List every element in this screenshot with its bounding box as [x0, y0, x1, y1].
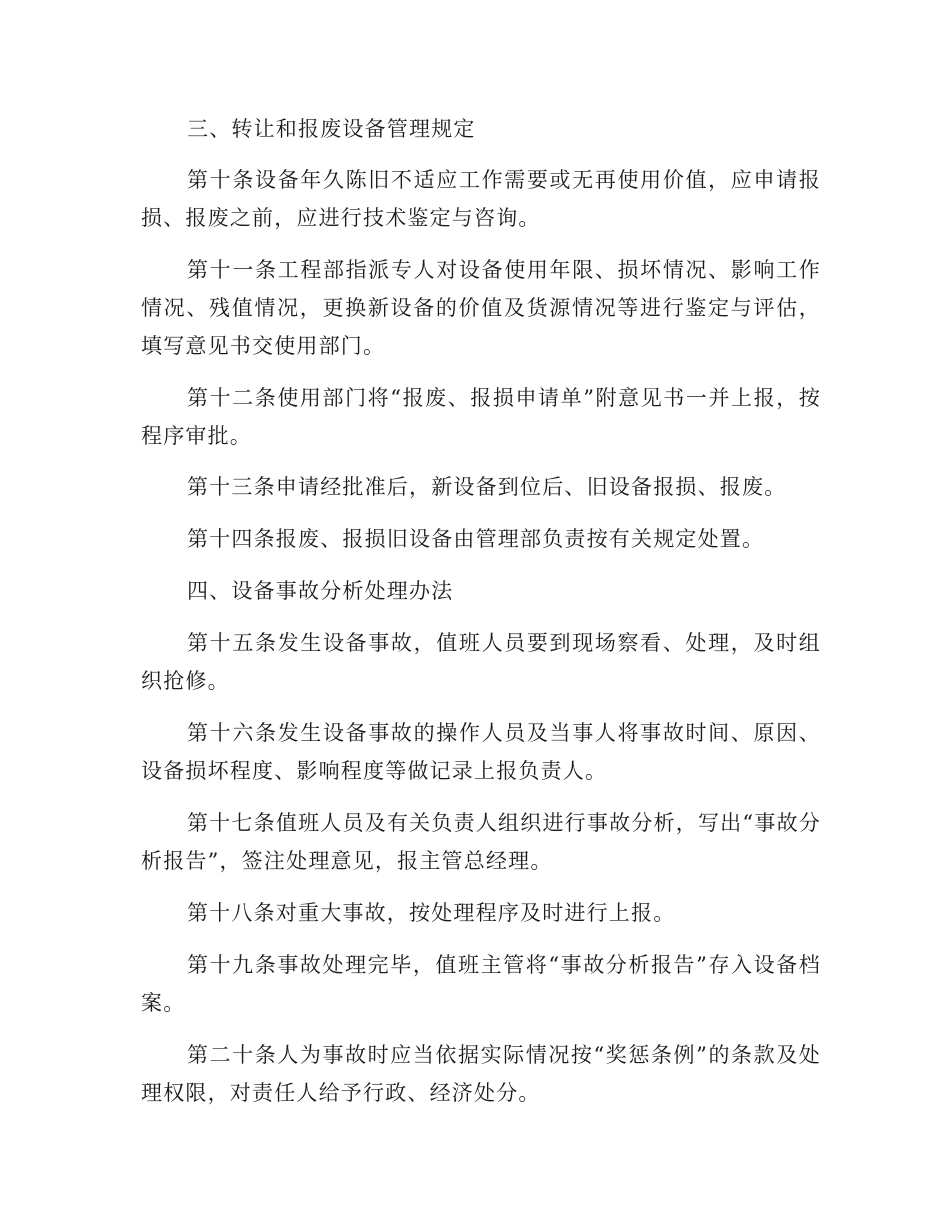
- article-17: 第十七条值班人员及有关负责人组织进行事故分析，写出“事故分析报告”，签注处理意见，报主管总经理。: [141, 811, 821, 873]
- article-11: 第十一条工程部指派专人对设备使用年限、损坏情况、影响工作情况、残值情况，更换新设备的价值及货源情况等进行鉴定与评估，填写意见书交使用部门。: [141, 258, 821, 358]
- article-20: 第二十条人为事故时应当依据实际情况按“奖惩条例”的条款及处理权限，对责任人给予行政、经济处分。: [141, 1043, 821, 1105]
- article-10: 第十条设备年久陈旧不适应工作需要或无再使用价值，应申请报损、报废之前，应进行技术鉴定与咨询。: [141, 168, 821, 230]
- article-18: 第十八条对重大事故，按处理程序及时进行上报。: [187, 901, 676, 925]
- article-13: 第十三条申请经批准后，新设备到位后、旧设备报损、报废。: [187, 475, 787, 499]
- article-15: 第十五条发生设备事故，值班人员要到现场察看、处理，及时组织抢修。: [141, 631, 821, 693]
- section-heading-4: 四、设备事故分析处理办法: [187, 579, 454, 603]
- article-14: 第十四条报废、报损旧设备由管理部负责按有关规定处置。: [187, 527, 765, 551]
- article-16: 第十六条发生设备事故的操作人员及当事人将事故时间、原因、设备损坏程度、影响程度等做记录上报负责人。: [141, 721, 821, 783]
- section-heading-3: 三、转让和报废设备管理规定: [187, 117, 476, 141]
- article-12: 第十二条使用部门将“报废、报损申请单”附意见书一并上报，按程序审批。: [141, 386, 821, 448]
- article-19: 第十九条事故处理完毕，值班主管将“事故分析报告”存入设备档案。: [141, 953, 821, 1015]
